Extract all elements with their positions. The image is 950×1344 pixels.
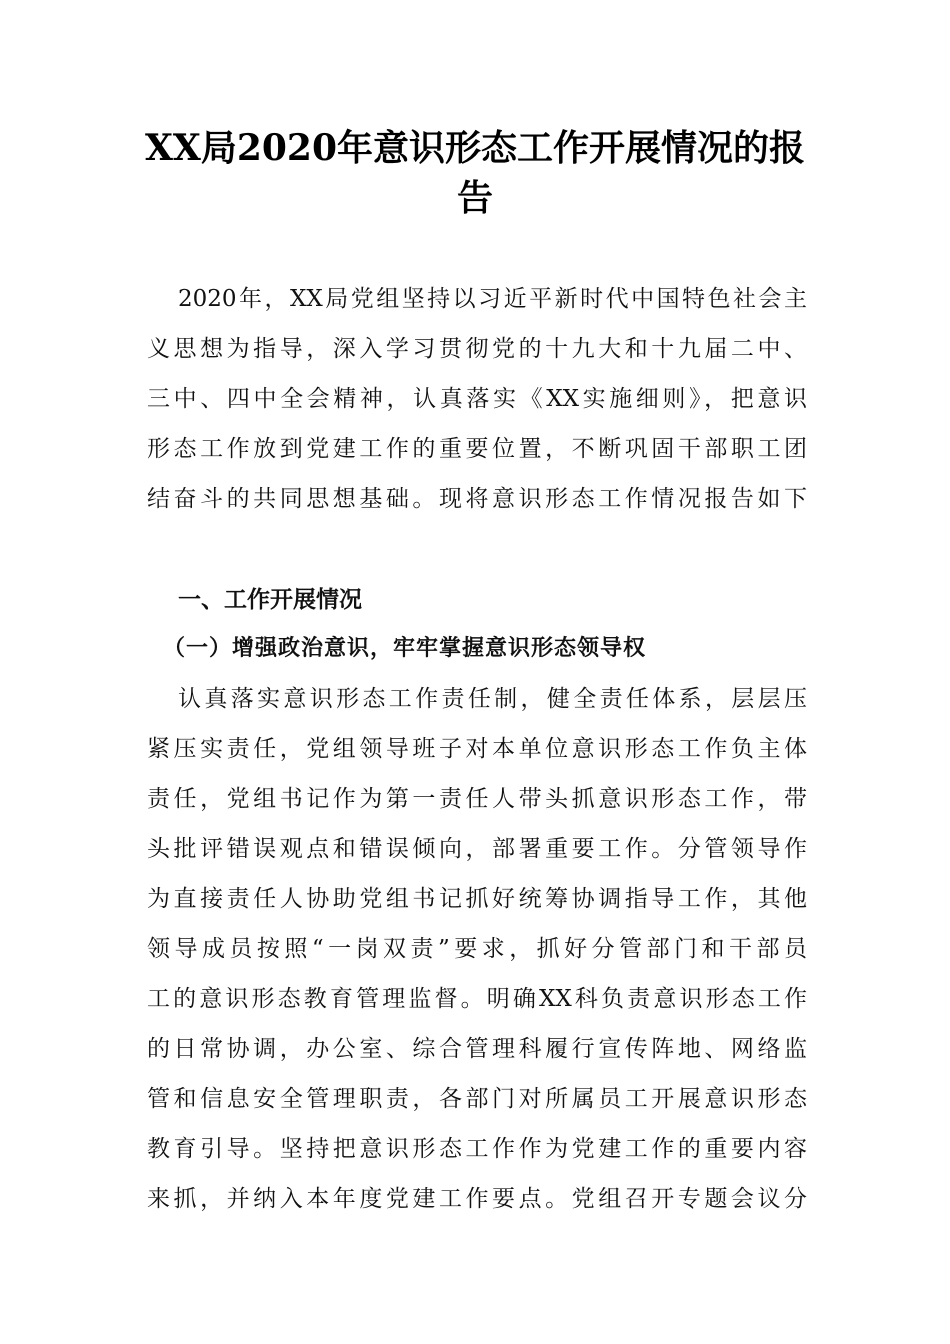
body-paragraph-line: 领导成员按照“一岗双责”要求，抓好分管部门和干部员	[147, 936, 807, 962]
body-paragraph-line: 为直接责任人协助党组书记抓好统筹协调指导工作，其他	[147, 886, 807, 912]
document-title-line-1: XX局2020年意识形态工作开展情况的报	[144, 127, 806, 169]
section-heading: 一、工作开展情况	[178, 587, 362, 613]
intro-paragraph-line: 义思想为指导，深入学习贯彻党的十九大和十九届二中、	[147, 336, 807, 362]
body-paragraph-line: 的日常协调，办公室、综合管理科履行宣传阵地、网络监	[147, 1036, 807, 1062]
body-paragraph-line: 工的意识形态教育管理监督。明确XX科负责意识形态工作	[147, 986, 807, 1012]
body-paragraph-line: 认真落实意识形态工作责任制，健全责任体系，层层压	[178, 686, 807, 712]
body-paragraph-line: 责任，党组书记作为第一责任人带头抓意识形态工作，带	[147, 786, 807, 812]
document-title-line-2: 告	[456, 177, 493, 219]
intro-paragraph-line: 形态工作放到党建工作的重要位置，不断巩固干部职工团	[147, 436, 807, 462]
body-paragraph-line: 管和信息安全管理职责，各部门对所属员工开展意识形态	[147, 1086, 807, 1112]
intro-paragraph-line: 三中、四中全会精神，认真落实《XX实施细则》，把意识	[147, 386, 807, 412]
body-paragraph-line: 来抓，并纳入本年度党建工作要点。党组召开专题会议分	[147, 1186, 807, 1212]
intro-paragraph-line: 2020年，XX局党组坚持以习近平新时代中国特色社会主	[178, 286, 807, 312]
body-paragraph-line: 头批评错误观点和错误倾向，部署重要工作。分管领导作	[147, 836, 807, 862]
body-paragraph-line: 紧压实责任，党组领导班子对本单位意识形态工作负主体	[147, 736, 807, 762]
subsection-heading: （一）增强政治意识，牢牢掌握意识形态领导权	[163, 635, 647, 661]
intro-paragraph-line: 结奋斗的共同思想基础。现将意识形态工作情况报告如下	[147, 486, 807, 512]
body-paragraph-line: 教育引导。坚持把意识形态工作作为党建工作的重要内容	[147, 1136, 807, 1162]
